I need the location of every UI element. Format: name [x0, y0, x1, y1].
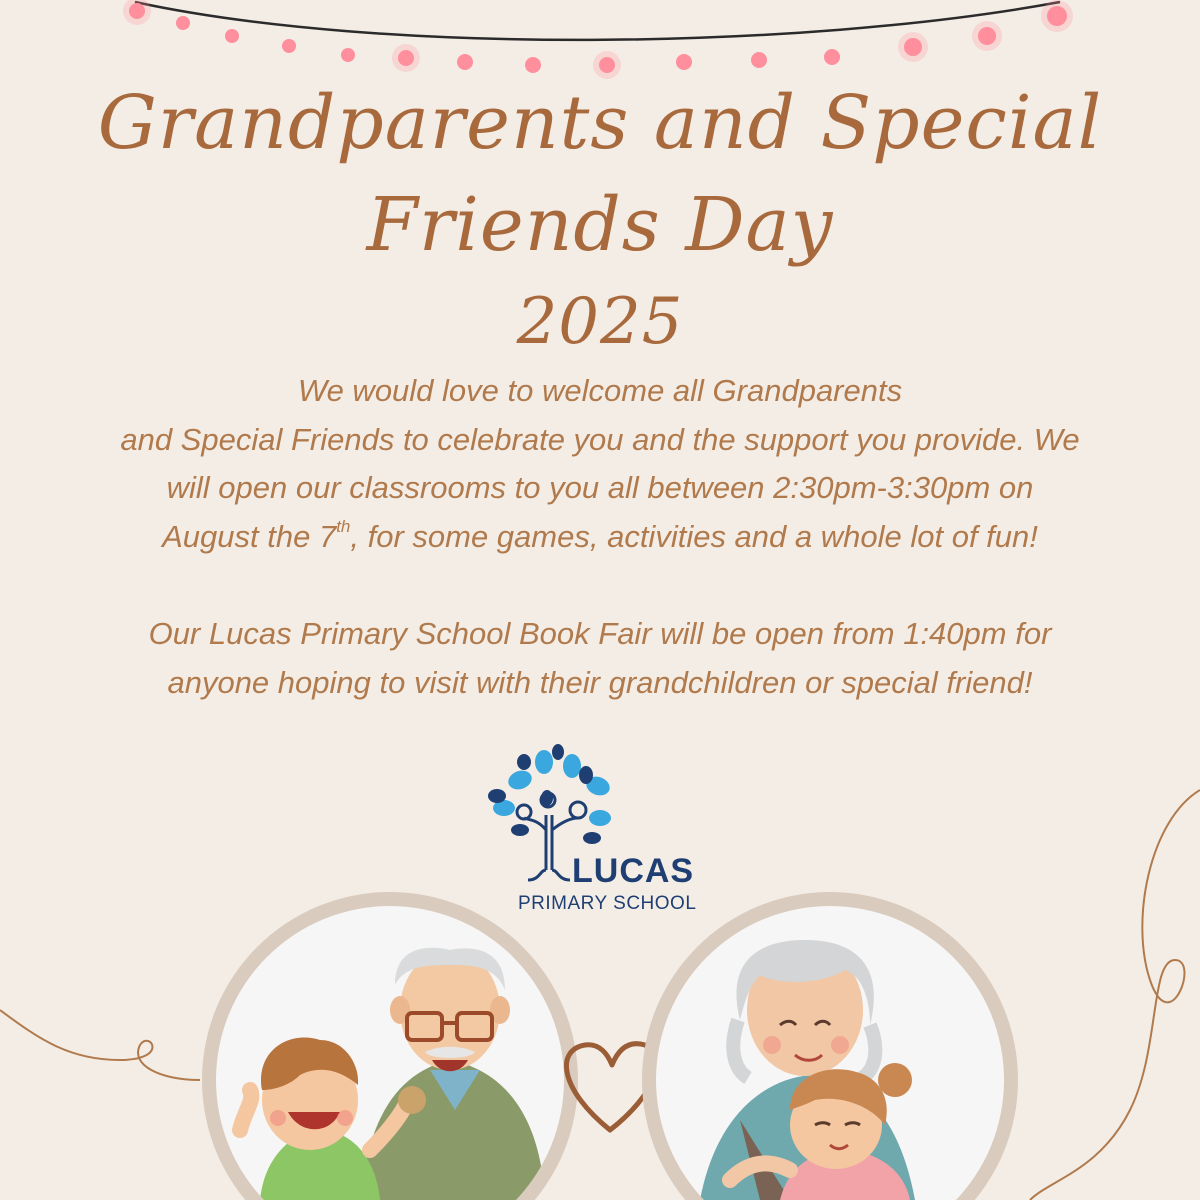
grandmother-and-girl-illustration: [642, 892, 1018, 1200]
welcome-paragraph: [40, 367, 1160, 561]
welcome-line-4-start: August the 7: [162, 518, 337, 554]
right-curly-line: [1030, 790, 1200, 1200]
school-logo-subtitle: PRIMARY SCHOOL: [518, 893, 697, 914]
welcome-line-3: will open our classrooms to you all between 2:30pm-3:30pm on: [166, 470, 1034, 505]
title-year: 2025: [516, 285, 684, 359]
welcome-line-4-end: , for some games, activities and a whole lot of fun!: [350, 518, 1038, 554]
title-line-1: Grandparents and Special: [97, 80, 1103, 166]
title-line-2: Friends Day: [366, 182, 834, 268]
school-logo-name: LUCAS: [572, 852, 695, 890]
book-fair-line-1: Our Lucas Primary School Book Fair will be open from 1:40pm for: [148, 616, 1052, 651]
left-curly-line: [0, 1010, 200, 1080]
string-lights: [123, 0, 1073, 79]
welcome-line-1: We would love to welcome all Grandparents: [297, 373, 903, 408]
date-suffix: th: [336, 517, 351, 537]
welcome-line-2: and Special Friends to celebrate you and the support you provide. We: [120, 421, 1080, 457]
grandfather-and-boy-illustration: [202, 892, 578, 1200]
book-fair-paragraph: [40, 610, 1160, 707]
book-fair-line-2: anyone hoping to visit with their grandchildren or special friend!: [167, 664, 1033, 700]
welcome-line-4: [40, 513, 1160, 562]
